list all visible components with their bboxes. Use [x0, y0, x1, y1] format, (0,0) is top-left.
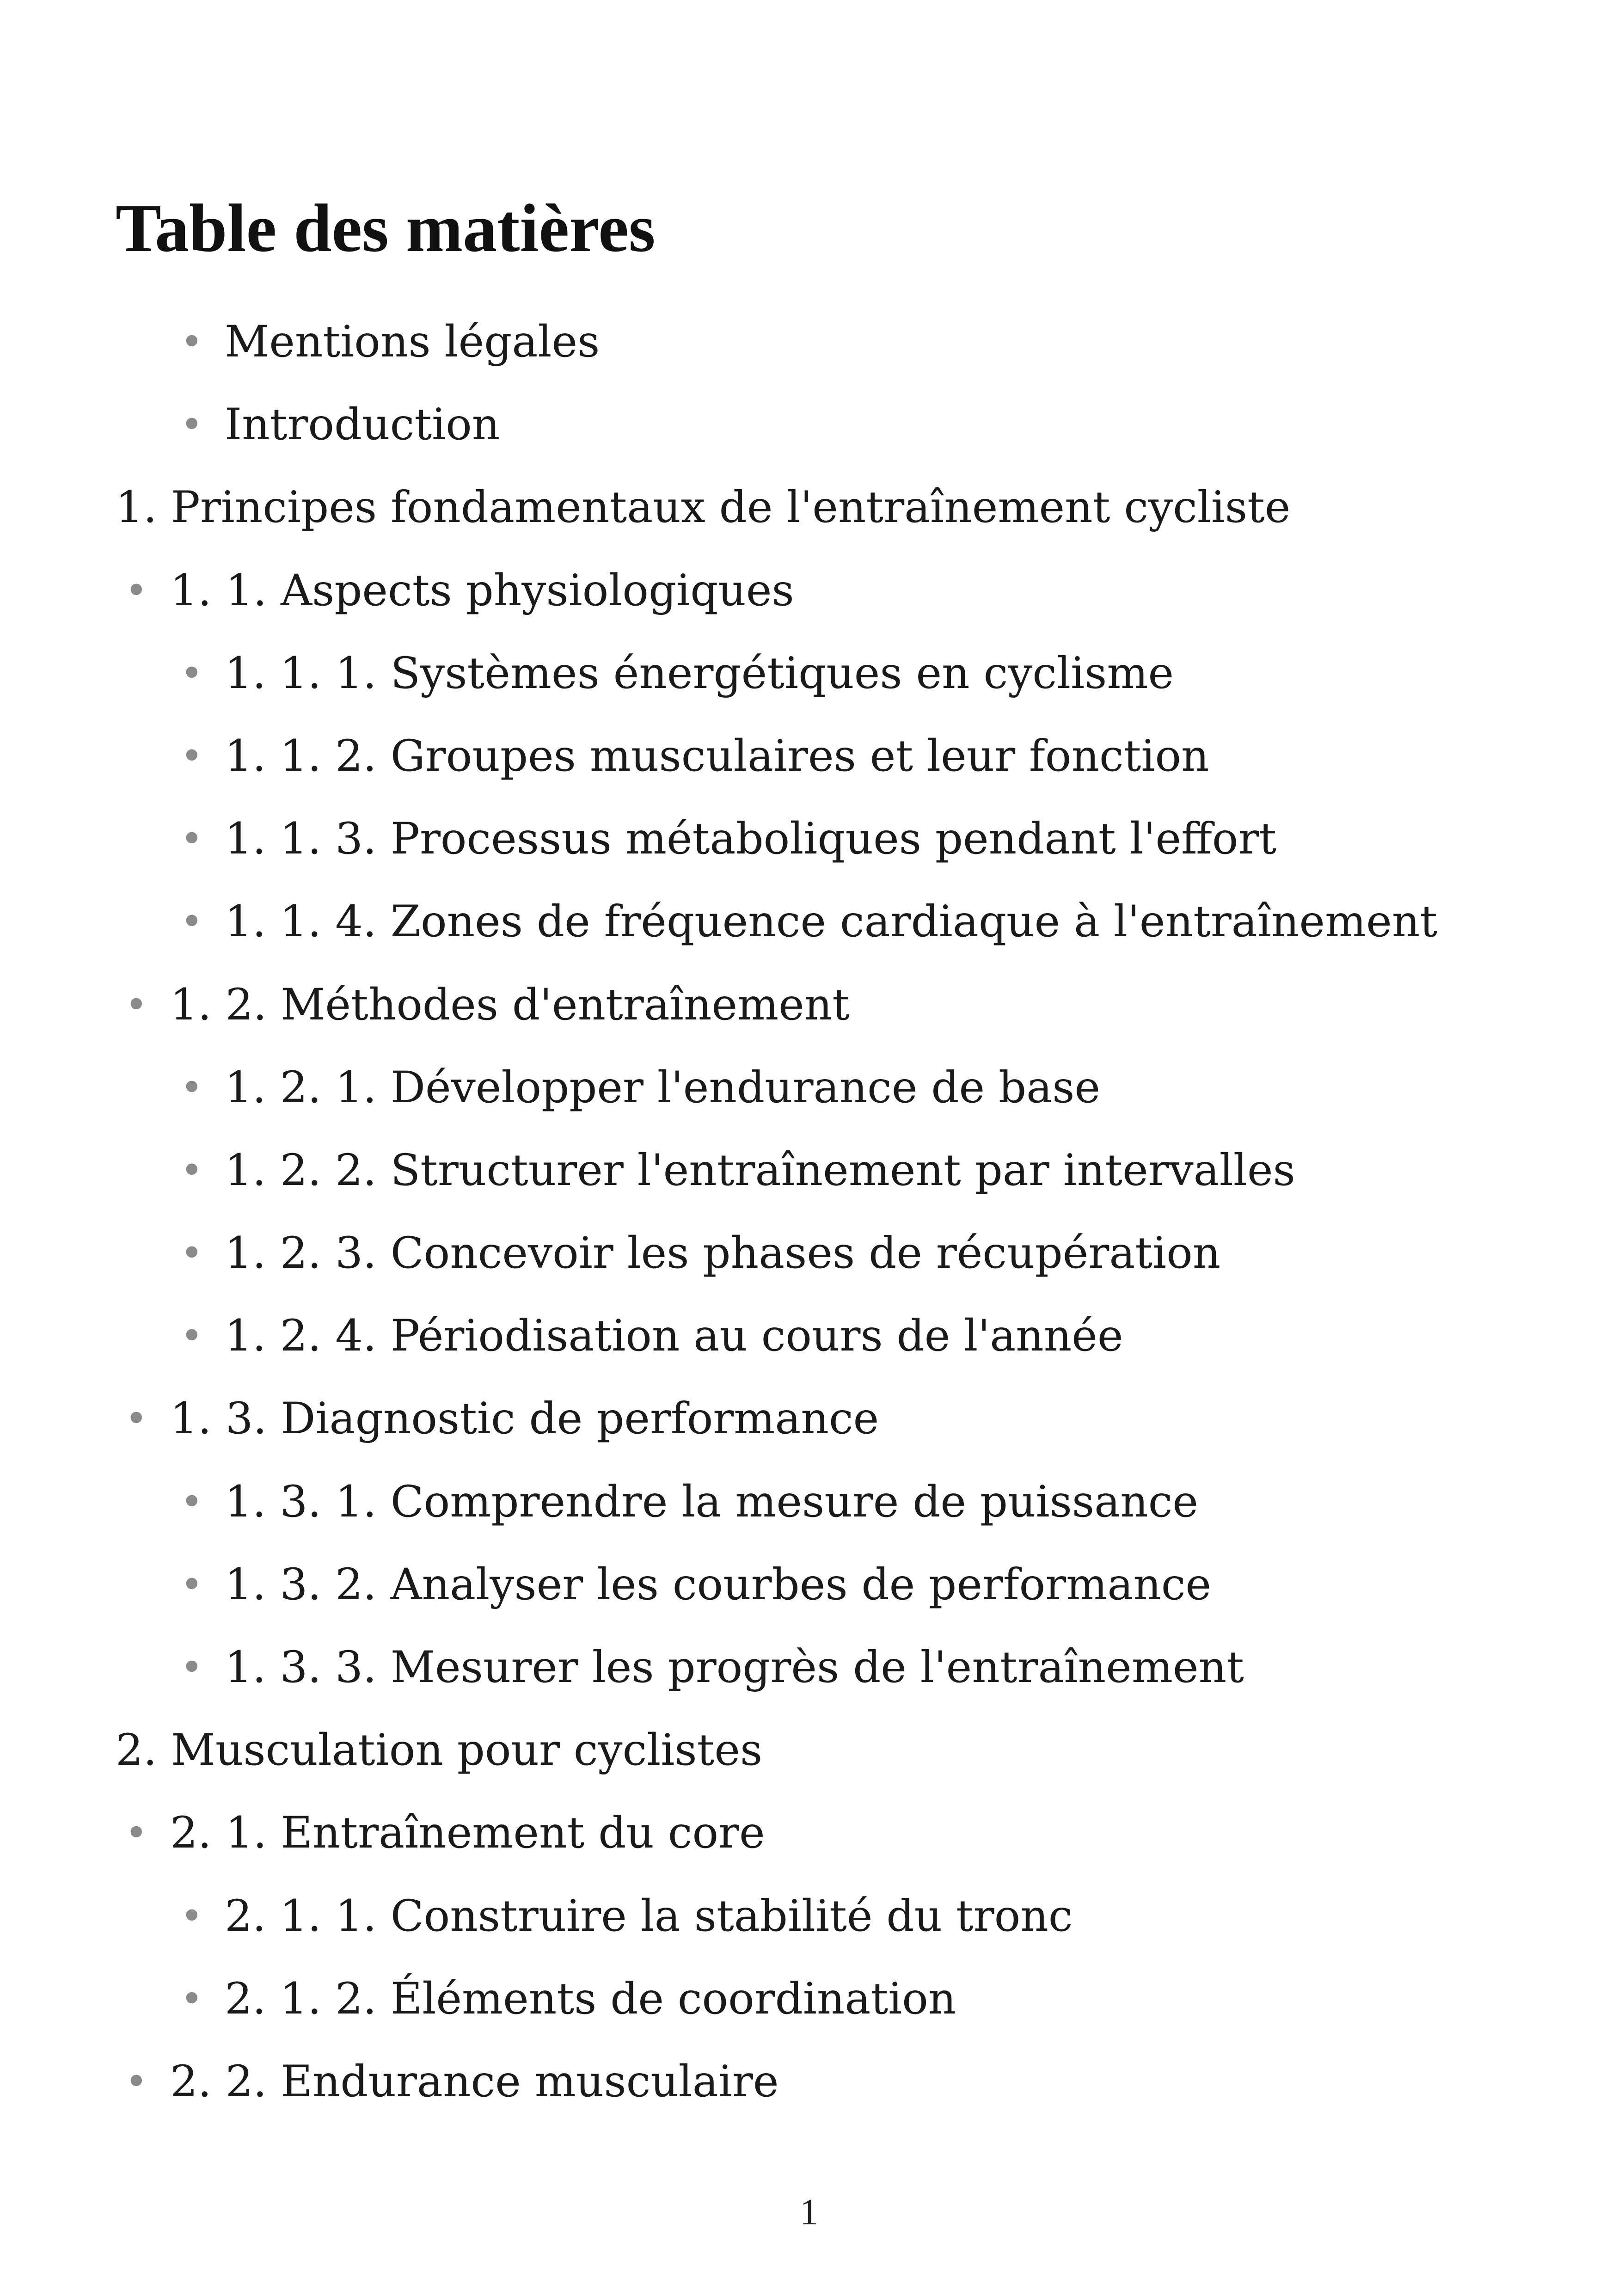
- toc-entry-label[interactable]: Mentions légales: [225, 317, 600, 367]
- bullet-icon: •: [180, 402, 203, 448]
- toc-entry-label[interactable]: 1. 2. 3. Concevoir les phases de récupération: [225, 1228, 1221, 1279]
- toc-entry[interactable]: [0, 1626, 1618, 1709]
- toc-entry-label[interactable]: 1. 2. 4. Périodisation au cours de l'année: [225, 1311, 1123, 1362]
- bullet-icon: •: [180, 1479, 203, 1524]
- toc-entry-label[interactable]: 1. 1. 4. Zones de fréquence cardiaque à l'entraînement: [225, 896, 1438, 947]
- bullet-icon: •: [180, 319, 203, 364]
- toc-entry[interactable]: [0, 301, 1618, 383]
- toc-entry[interactable]: [0, 1792, 1618, 1874]
- toc-entry-label[interactable]: 1. 1. 1. Systèmes énergétiques en cyclisme: [225, 648, 1174, 699]
- toc-entry-label[interactable]: 1. 3. 2. Analyser les courbes de performance: [225, 1559, 1212, 1610]
- toc-entry-label[interactable]: 2. 1. 2. Éléments de coordination: [225, 1973, 956, 2024]
- toc-entry-label[interactable]: 1. 2. 2. Structurer l'entraînement par intervalles: [225, 1145, 1295, 1196]
- bullet-icon: •: [180, 1561, 203, 1607]
- bullet-icon: •: [125, 982, 148, 1027]
- bullet-icon: •: [180, 816, 203, 862]
- toc-entry[interactable]: [0, 715, 1618, 798]
- toc-entry-label[interactable]: 2. 1. Entraînement du core: [170, 1808, 765, 1859]
- bullet-icon: •: [180, 1230, 203, 1276]
- bullet-icon: •: [180, 1893, 203, 1939]
- toc-entry[interactable]: [0, 1377, 1618, 1460]
- toc-entry[interactable]: [0, 1046, 1618, 1129]
- bullet-icon: •: [180, 733, 203, 779]
- toc-entry[interactable]: [0, 383, 1618, 466]
- toc-entry[interactable]: [0, 1543, 1618, 1626]
- toc-entry[interactable]: [0, 1709, 1618, 1792]
- toc-entry-label[interactable]: 1. 1. 2. Groupes musculaires et leur fonction: [225, 731, 1209, 781]
- toc-entry[interactable]: [0, 798, 1618, 880]
- toc-entry-label[interactable]: 1. 3. 1. Comprendre la mesure de puissance: [225, 1476, 1199, 1527]
- bullet-icon: •: [125, 2058, 148, 2104]
- bullet-icon: •: [180, 1313, 203, 1359]
- bullet-icon: •: [180, 1064, 203, 1110]
- page-number: 1: [800, 2192, 818, 2233]
- toc-entry[interactable]: [0, 1461, 1618, 1543]
- toc-entry[interactable]: [0, 964, 1618, 1046]
- toc-entry[interactable]: [0, 1295, 1618, 1377]
- toc-entry-label[interactable]: 1. Principes fondamentaux de l'entraînement cycliste: [116, 482, 1291, 533]
- toc-entry-label[interactable]: 1. 2. 1. Développer l'endurance de base: [225, 1062, 1101, 1113]
- toc-title: Table des matières: [116, 190, 656, 266]
- toc-entry[interactable]: [0, 1129, 1618, 1212]
- toc-entry-label[interactable]: 1. 3. 3. Mesurer les progrès de l'entraînement: [225, 1642, 1244, 1693]
- bullet-icon: •: [180, 1147, 203, 1193]
- bullet-icon: •: [125, 1396, 148, 1442]
- toc-entry[interactable]: [0, 880, 1618, 963]
- toc-entry-label[interactable]: 1. 2. Méthodes d'entraînement: [170, 979, 850, 1030]
- toc-entry[interactable]: [0, 1958, 1618, 2040]
- toc-list: [0, 301, 1618, 2123]
- toc-entry-label[interactable]: 1. 3. Diagnostic de performance: [170, 1394, 879, 1444]
- bullet-icon: •: [180, 650, 203, 696]
- toc-entry-label[interactable]: Introduction: [225, 399, 500, 450]
- toc-entry-label[interactable]: 1. 1. Aspects physiologiques: [170, 565, 794, 616]
- toc-entry-label[interactable]: 1. 1. 3. Processus métaboliques pendant l'effort: [225, 814, 1277, 865]
- toc-entry-label[interactable]: 2. Musculation pour cyclistes: [116, 1725, 763, 1776]
- toc-entry-label[interactable]: 2. 1. 1. Construire la stabilité du tronc: [225, 1891, 1073, 1941]
- toc-entry[interactable]: [0, 1212, 1618, 1295]
- toc-entry[interactable]: [0, 466, 1618, 549]
- toc-entry[interactable]: [0, 2040, 1618, 2123]
- bullet-icon: •: [180, 1976, 203, 2021]
- toc-entry-label[interactable]: 2. 2. Endurance musculaire: [170, 2056, 779, 2107]
- toc-entry[interactable]: [0, 1875, 1618, 1958]
- toc-entry[interactable]: [0, 632, 1618, 715]
- bullet-icon: •: [125, 1810, 148, 1856]
- toc-entry[interactable]: [0, 549, 1618, 632]
- bullet-icon: •: [125, 567, 148, 613]
- bullet-icon: •: [180, 1645, 203, 1690]
- bullet-icon: •: [180, 899, 203, 945]
